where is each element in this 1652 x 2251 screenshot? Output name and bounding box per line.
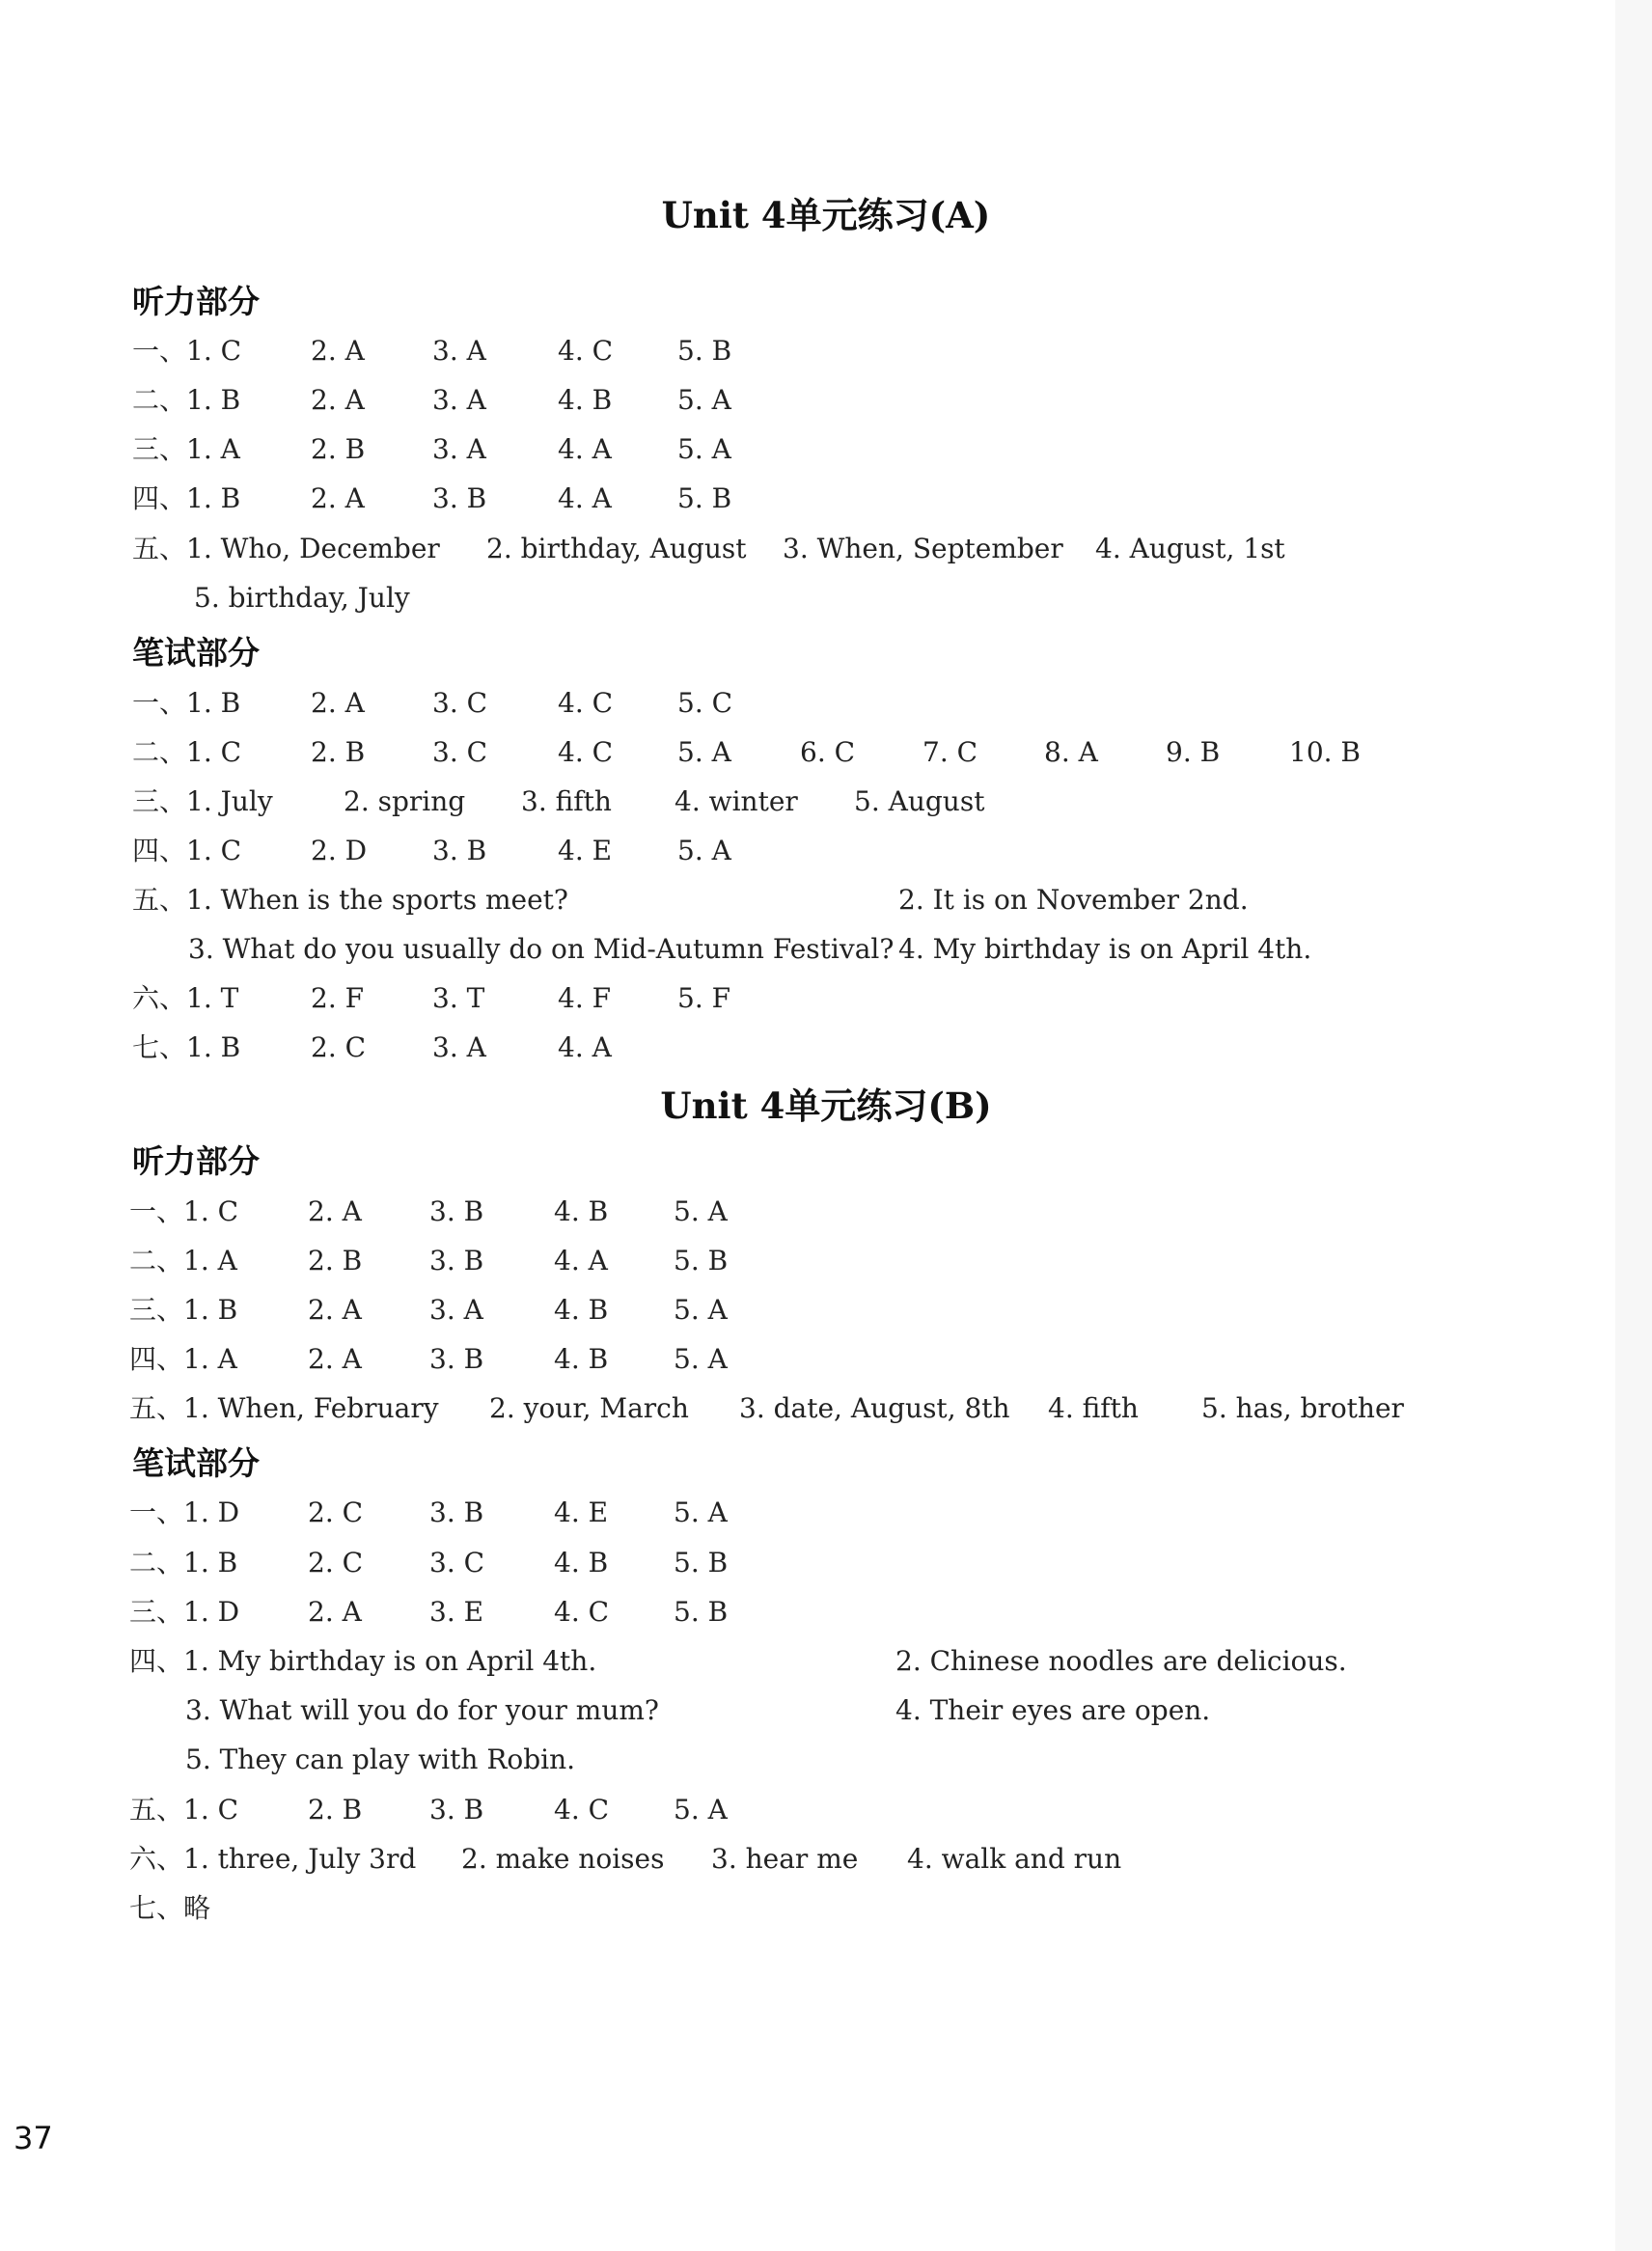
answer-item: 5. has, brother: [1201, 1392, 1404, 1424]
answer-item: 3. hear me: [711, 1843, 859, 1875]
answer-item: 3. B: [432, 835, 487, 866]
answer-item: 5. August: [854, 785, 985, 817]
answer-item: 三、1. July: [132, 785, 273, 817]
writing-heading-b: 笔试部分: [132, 1444, 260, 1482]
listening-heading-b: 听力部分: [132, 1142, 260, 1180]
page-number: 37: [14, 2120, 53, 2156]
answer-item: 3. date, August, 8th: [739, 1392, 1010, 1424]
listening-heading-a: 听力部分: [132, 283, 260, 320]
answer-item: 3. T: [432, 982, 485, 1014]
answer-item: 4. walk and run: [907, 1843, 1122, 1875]
answer-item: 2. C: [308, 1547, 364, 1578]
unit-title-a: Unit 4单元练习(A): [661, 194, 991, 236]
answer-item: 2. It is on November 2nd.: [898, 884, 1249, 916]
answer-item: 2. A: [308, 1195, 362, 1227]
writing-heading-a: 笔试部分: [132, 634, 260, 672]
answer-item: 一、1. C: [129, 1195, 239, 1227]
answer-item: 4. Their eyes are open.: [895, 1694, 1211, 1726]
answer-item: 5. C: [677, 687, 733, 719]
answer-item: 3. fifth: [521, 785, 612, 817]
answer-item: 8. A: [1044, 736, 1098, 768]
answer-item: 3. A: [432, 335, 486, 367]
answer-item: 4. C: [558, 335, 614, 367]
answer-item: 一、1. D: [129, 1496, 240, 1528]
answer-item: 5. A: [677, 835, 731, 866]
answer-item: 3. A: [432, 384, 486, 416]
answer-item: 2. B: [311, 736, 366, 768]
answer-item: 3. A: [429, 1294, 483, 1326]
answer-item: 2. A: [311, 384, 365, 416]
answer-item: 三、1. A: [132, 433, 240, 465]
answer-item: 4. August, 1st: [1095, 533, 1285, 564]
answer-item: 2. B: [308, 1794, 363, 1826]
answer-item: 二、1. A: [129, 1245, 237, 1276]
answer-item: 五、1. When, February: [129, 1392, 439, 1424]
answer-item: 4. B: [554, 1294, 609, 1326]
answer-item: 7. C: [922, 736, 978, 768]
answer-item: 二、1. B: [129, 1547, 238, 1578]
answer-item: 2. A: [311, 687, 365, 719]
answer-item: 四、1. B: [132, 482, 241, 514]
answer-item: 4. B: [554, 1343, 609, 1375]
answer-item: 2. C: [311, 1031, 367, 1063]
answer-item: 2. A: [311, 335, 365, 367]
unit-title-b: Unit 4单元练习(B): [660, 1084, 992, 1127]
answer-item: 3. B: [429, 1343, 484, 1375]
answer-item: 10. B: [1289, 736, 1362, 768]
answer-item: 5. They can play with Robin.: [185, 1743, 576, 1775]
answer-item: 3. What do you usually do on Mid-Autumn Festival?: [188, 933, 895, 965]
answer-item: 2. D: [311, 835, 368, 866]
answer-item: 5. B: [677, 482, 732, 514]
answer-item: 3. C: [432, 687, 488, 719]
answer-item: 2. F: [311, 982, 365, 1014]
answer-item: 4. B: [554, 1547, 609, 1578]
answer-item: 六、1. T: [132, 982, 239, 1014]
answer-item: 3. A: [432, 433, 486, 465]
answer-item: 一、1. B: [132, 687, 241, 719]
answer-item: 4. C: [558, 736, 614, 768]
answer-item: 一、1. C: [132, 335, 242, 367]
answer-item: 五、1. When is the sports meet?: [132, 884, 568, 916]
answer-item: 4. B: [558, 384, 613, 416]
answer-item: 5. B: [674, 1596, 729, 1628]
answer-item: 5. A: [674, 1794, 728, 1826]
answer-item: 5. A: [677, 384, 731, 416]
answer-item: 2. A: [308, 1294, 362, 1326]
answer-item: 2. your, March: [489, 1392, 689, 1424]
answer-item: 七、略: [129, 1892, 211, 1924]
answer-item: 5. A: [674, 1294, 728, 1326]
answer-item: 四、1. My birthday is on April 4th.: [129, 1645, 597, 1677]
answer-item: 4. winter: [675, 785, 798, 817]
answer-item: 3. B: [429, 1245, 484, 1276]
answer-item: 2. B: [308, 1245, 363, 1276]
answer-item: 5. B: [674, 1245, 729, 1276]
answer-item: 5. F: [677, 982, 731, 1014]
answer-item: 4. C: [554, 1596, 610, 1628]
answer-item: 3. E: [429, 1596, 484, 1628]
answer-item: 2. B: [311, 433, 366, 465]
answer-item: 5. B: [674, 1547, 729, 1578]
answer-item: 5. A: [677, 736, 731, 768]
answer-item: 5. B: [677, 335, 732, 367]
answer-item: 三、1. D: [129, 1596, 240, 1628]
answer-item: 2. A: [308, 1343, 362, 1375]
answer-item: 3. B: [429, 1496, 484, 1528]
answer-item: 2. C: [308, 1496, 364, 1528]
answer-item: 5. birthday, July: [194, 582, 410, 614]
answer-item: 4. A: [558, 1031, 612, 1063]
answer-item: 4. E: [554, 1496, 609, 1528]
answer-item: 4. My birthday is on April 4th.: [898, 933, 1312, 965]
answer-item: 4. F: [558, 982, 612, 1014]
answer-item: 3. B: [429, 1794, 484, 1826]
answer-item: 四、1. C: [132, 835, 242, 866]
answer-item: 4. C: [554, 1794, 610, 1826]
answer-item: 七、1. B: [132, 1031, 241, 1063]
answer-item: 4. A: [554, 1245, 608, 1276]
answer-item: 2. make noises: [461, 1843, 665, 1875]
answer-item: 4. A: [558, 482, 612, 514]
answer-item: 4. B: [554, 1195, 609, 1227]
answer-item: 3. What will you do for your mum?: [185, 1694, 659, 1726]
answer-item: 2. A: [308, 1596, 362, 1628]
answer-item: 五、1. Who, December: [132, 533, 440, 564]
answer-item: 5. A: [674, 1496, 728, 1528]
answer-item: 五、1. C: [129, 1794, 239, 1826]
answer-item: 三、1. B: [129, 1294, 238, 1326]
answer-item: 2. A: [311, 482, 365, 514]
answer-item: 2. Chinese noodles are delicious.: [895, 1645, 1347, 1677]
answer-item: 3. B: [432, 482, 487, 514]
answer-item: 3. A: [432, 1031, 486, 1063]
answer-item: 4. fifth: [1048, 1392, 1139, 1424]
answer-item: 3. C: [429, 1547, 485, 1578]
answer-item: 5. A: [674, 1343, 728, 1375]
answer-item: 六、1. three, July 3rd: [129, 1843, 417, 1875]
answer-item: 3. C: [432, 736, 488, 768]
answer-item: 6. C: [800, 736, 856, 768]
answer-item: 2. birthday, August: [486, 533, 747, 564]
answer-item: 二、1. C: [132, 736, 242, 768]
answer-item: 5. A: [674, 1195, 728, 1227]
answer-item: 3. B: [429, 1195, 484, 1227]
answer-item: 4. E: [558, 835, 613, 866]
answer-item: 5. A: [677, 433, 731, 465]
answer-item: 3. When, September: [783, 533, 1063, 564]
answer-item: 9. B: [1166, 736, 1221, 768]
answer-item: 四、1. A: [129, 1343, 237, 1375]
answer-item: 2. spring: [344, 785, 466, 817]
answer-item: 4. A: [558, 433, 612, 465]
answer-item: 二、1. B: [132, 384, 241, 416]
answer-item: 4. C: [558, 687, 614, 719]
